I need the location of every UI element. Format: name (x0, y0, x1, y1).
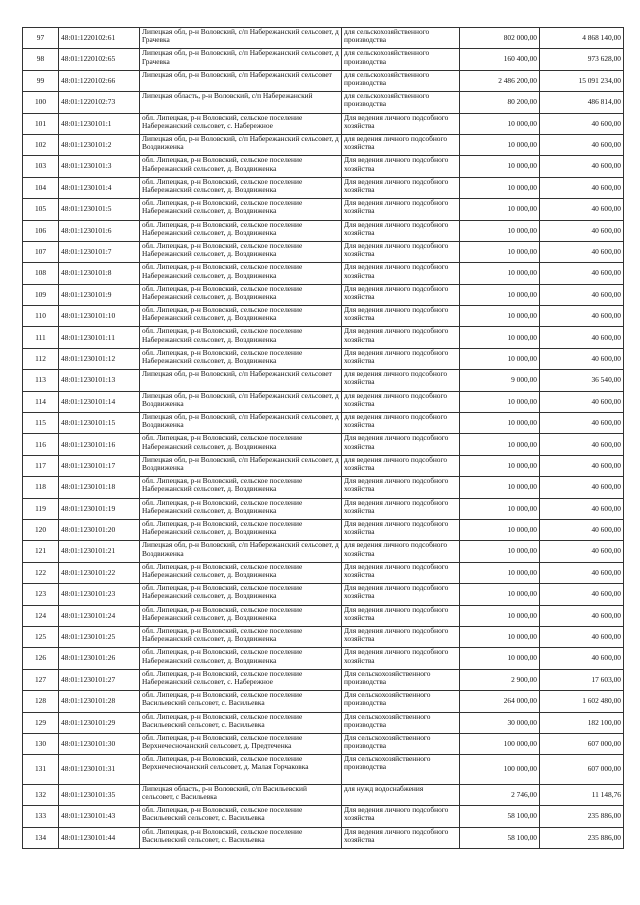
row-number-cell: 109 (23, 284, 59, 305)
permitted-use-cell: Для ведения личного подсобного хозяйства (342, 348, 460, 369)
address-cell: обл. Липецкая, р-н Воловский, сельское поселение Набережанский сельсовет, д. Воздвиженка (140, 584, 342, 605)
address-cell: Липецкая обл, р-н Воловский, с/п Набережанский сельсовет (140, 370, 342, 391)
cadastral-value-cell: 40 600,00 (540, 241, 624, 262)
cadastral-number-cell: 48:01:1230101:9 (59, 284, 140, 305)
table-row (23, 413, 624, 434)
cadastral-value-cell: 40 600,00 (540, 113, 624, 134)
area-cell: 10 000,00 (460, 519, 540, 540)
cadastral-number-cell: 48:01:1220102:61 (59, 28, 140, 49)
address-cell: обл. Липецкая, р-н Воловский, сельское поселение Васильевский сельсовет, с. Васильевка (140, 806, 342, 827)
permitted-use-cell: Для ведения личного подсобного хозяйства (342, 113, 460, 134)
row-number-cell: 134 (23, 827, 59, 848)
row-number-cell: 122 (23, 562, 59, 583)
row-number-cell: 130 (23, 733, 59, 754)
address-cell: обл. Липецкая, р-н Воловский, сельское поселение Набережанский сельсовет, д. Воздвиженка (140, 434, 342, 455)
row-number-cell: 127 (23, 669, 59, 690)
land-plots-table-page (22, 27, 623, 849)
permitted-use-cell: Для ведения личного подсобного хозяйства (342, 605, 460, 626)
area-cell: 10 000,00 (460, 413, 540, 434)
permitted-use-cell: для сельскохозяйственного производства (342, 28, 460, 49)
address-cell: обл. Липецкая, р-н Воловский, сельское поселение Набережанский сельсовет, д. Воздвиженка (140, 199, 342, 220)
area-cell: 10 000,00 (460, 498, 540, 519)
area-cell: 58 100,00 (460, 827, 540, 848)
row-number-cell: 102 (23, 134, 59, 155)
address-cell: Липецкая обл, р-н Воловский, с/п Набережанский сельсовет, д Воздвиженка (140, 455, 342, 476)
permitted-use-cell: для ведения личного подсобного хозяйства (342, 541, 460, 562)
cadastral-value-cell: 40 600,00 (540, 413, 624, 434)
cadastral-number-cell: 48:01:1220102:73 (59, 92, 140, 113)
cadastral-number-cell: 48:01:1230101:16 (59, 434, 140, 455)
area-cell: 10 000,00 (460, 113, 540, 134)
cadastral-value-cell: 40 600,00 (540, 284, 624, 305)
address-cell: обл. Липецкая, р-н Воловский, сельское поселение Верхнечесночанский сельсовет, д. Малая Горчаковка (140, 755, 342, 785)
cadastral-value-cell: 40 600,00 (540, 391, 624, 412)
table-row (23, 733, 624, 754)
area-cell: 10 000,00 (460, 156, 540, 177)
permitted-use-cell: для ведения личного подсобного хозяйства (342, 391, 460, 412)
area-cell: 160 400,00 (460, 49, 540, 70)
permitted-use-cell: Для ведения личного подсобного хозяйства (342, 477, 460, 498)
row-number-cell: 110 (23, 306, 59, 327)
table-row (23, 562, 624, 583)
row-number-cell: 98 (23, 49, 59, 70)
table-row (23, 177, 624, 198)
permitted-use-cell: для сельскохозяйственного производства (342, 92, 460, 113)
area-cell: 802 000,00 (460, 28, 540, 49)
cadastral-value-cell: 235 886,00 (540, 806, 624, 827)
row-number-cell: 118 (23, 477, 59, 498)
row-number-cell: 120 (23, 519, 59, 540)
permitted-use-cell: для ведения личного подсобного хозяйства (342, 413, 460, 434)
cadastral-number-cell: 48:01:1230101:10 (59, 306, 140, 327)
cadastral-value-cell: 235 886,00 (540, 827, 624, 848)
table-row (23, 70, 624, 91)
address-cell: обл. Липецкая, р-н Воловский, сельское поселение Набережанский сельсовет, д. Воздвиженка (140, 284, 342, 305)
table-row (23, 648, 624, 669)
row-number-cell: 128 (23, 691, 59, 712)
cadastral-value-cell: 40 600,00 (540, 562, 624, 583)
area-cell: 10 000,00 (460, 177, 540, 198)
row-number-cell: 103 (23, 156, 59, 177)
permitted-use-cell: для ведения личного подсобного хозяйства (342, 455, 460, 476)
cadastral-number-cell: 48:01:1230101:12 (59, 348, 140, 369)
area-cell: 2 486 200,00 (460, 70, 540, 91)
row-number-cell: 132 (23, 784, 59, 805)
permitted-use-cell: Для ведения личного подсобного хозяйства (342, 648, 460, 669)
cadastral-value-cell: 11 148,76 (540, 784, 624, 805)
cadastral-value-cell: 15 091 234,00 (540, 70, 624, 91)
cadastral-number-cell: 48:01:1230101:4 (59, 177, 140, 198)
address-cell: обл. Липецкая, р-н Воловский, сельское поселение Набережанский сельсовет, д. Воздвиженка (140, 177, 342, 198)
area-cell: 10 000,00 (460, 220, 540, 241)
area-cell: 10 000,00 (460, 327, 540, 348)
cadastral-number-cell: 48:01:1230101:6 (59, 220, 140, 241)
cadastral-value-cell: 40 600,00 (540, 263, 624, 284)
table-row (23, 669, 624, 690)
table-row (23, 434, 624, 455)
address-cell: Липецкая обл, р-н Воловский, с/п Набережанский сельсовет, д Воздвиженка (140, 134, 342, 155)
table-row (23, 498, 624, 519)
cadastral-number-cell: 48:01:1230101:14 (59, 391, 140, 412)
address-cell: обл. Липецкая, р-н Воловский, сельское поселение Набережанский сельсовет, с. Набережное (140, 113, 342, 134)
area-cell: 10 000,00 (460, 477, 540, 498)
address-cell: обл. Липецкая, р-н Воловский, сельское поселение Набережанский сельсовет, д. Воздвиженка (140, 477, 342, 498)
address-cell: Липецкая область, р-н Воловский, с/п Васильевский сельсовет, с Васильевка (140, 784, 342, 805)
row-number-cell: 131 (23, 755, 59, 785)
permitted-use-cell: Для ведения личного подсобного хозяйства (342, 519, 460, 540)
cadastral-number-cell: 48:01:1230101:2 (59, 134, 140, 155)
address-cell: обл. Липецкая, р-н Воловский, сельское поселение Набережанский сельсовет, д. Воздвиженка (140, 562, 342, 583)
address-cell: обл. Липецкая, р-н Воловский, сельское поселение Верхнечесночанский сельсовет, д. Предтеченка (140, 733, 342, 754)
cadastral-value-cell: 40 600,00 (540, 220, 624, 241)
area-cell: 10 000,00 (460, 626, 540, 647)
table-row (23, 605, 624, 626)
address-cell: обл. Липецкая, р-н Воловский, сельское поселение Набережанский сельсовет, д. Воздвиженка (140, 498, 342, 519)
cadastral-number-cell: 48:01:1230101:19 (59, 498, 140, 519)
row-number-cell: 124 (23, 605, 59, 626)
row-number-cell: 125 (23, 626, 59, 647)
area-cell: 10 000,00 (460, 348, 540, 369)
cadastral-value-cell: 40 600,00 (540, 156, 624, 177)
permitted-use-cell: Для ведения личного подсобного хозяйства (342, 626, 460, 647)
address-cell: Липецкая обл, р-н Воловский, с/п Набережанский сельсовет (140, 70, 342, 91)
cadastral-number-cell: 48:01:1230101:26 (59, 648, 140, 669)
address-cell: обл. Липецкая, р-н Воловский, сельское поселение Набережанский сельсовет, д. Воздвиженка (140, 241, 342, 262)
address-cell: обл. Липецкая, р-н Воловский, сельское поселение Набережанский сельсовет, д. Воздвиженка (140, 263, 342, 284)
permitted-use-cell: Для сельскохозяйственного производства (342, 669, 460, 690)
row-number-cell: 129 (23, 712, 59, 733)
area-cell: 2 900,00 (460, 669, 540, 690)
permitted-use-cell: для ведения личного подсобного хозяйства (342, 134, 460, 155)
row-number-cell: 121 (23, 541, 59, 562)
area-cell: 2 746,00 (460, 784, 540, 805)
cadastral-value-cell: 182 100,00 (540, 712, 624, 733)
permitted-use-cell: Для ведения личного подсобного хозяйства (342, 241, 460, 262)
cadastral-value-cell: 36 540,00 (540, 370, 624, 391)
address-cell: обл. Липецкая, р-н Воловский, сельское поселение Набережанский сельсовет, д. Воздвиженка (140, 626, 342, 647)
cadastral-value-cell: 40 600,00 (540, 648, 624, 669)
cadastral-number-cell: 48:01:1230101:24 (59, 605, 140, 626)
address-cell: обл. Липецкая, р-н Воловский, сельское поселение Набережанский сельсовет, д. Воздвиженка (140, 605, 342, 626)
cadastral-number-cell: 48:01:1230101:25 (59, 626, 140, 647)
area-cell: 9 000,00 (460, 370, 540, 391)
address-cell: обл. Липецкая, р-н Воловский, сельское поселение Набережанский сельсовет, д. Воздвиженка (140, 327, 342, 348)
row-number-cell: 104 (23, 177, 59, 198)
cadastral-value-cell: 40 600,00 (540, 498, 624, 519)
cadastral-number-cell: 48:01:1230101:30 (59, 733, 140, 754)
cadastral-number-cell: 48:01:1230101:15 (59, 413, 140, 434)
address-cell: обл. Липецкая, р-н Воловский, сельское поселение Набережанский сельсовет, д. Воздвиженка (140, 648, 342, 669)
permitted-use-cell: Для ведения личного подсобного хозяйства (342, 199, 460, 220)
cadastral-value-cell: 40 600,00 (540, 605, 624, 626)
row-number-cell: 105 (23, 199, 59, 220)
cadastral-number-cell: 48:01:1230101:44 (59, 827, 140, 848)
row-number-cell: 101 (23, 113, 59, 134)
permitted-use-cell: для сельскохозяйственного производства (342, 70, 460, 91)
area-cell: 10 000,00 (460, 263, 540, 284)
table-row (23, 156, 624, 177)
cadastral-number-cell: 48:01:1230101:23 (59, 584, 140, 605)
cadastral-value-cell: 40 600,00 (540, 199, 624, 220)
permitted-use-cell: Для ведения личного подсобного хозяйства (342, 498, 460, 519)
cadastral-number-cell: 48:01:1230101:18 (59, 477, 140, 498)
cadastral-value-cell: 40 600,00 (540, 306, 624, 327)
permitted-use-cell: Для ведения личного подсобного хозяйства (342, 306, 460, 327)
cadastral-number-cell: 48:01:1230101:3 (59, 156, 140, 177)
permitted-use-cell: Для ведения личного подсобного хозяйства (342, 584, 460, 605)
cadastral-value-cell: 40 600,00 (540, 477, 624, 498)
cadastral-value-cell: 40 600,00 (540, 455, 624, 476)
table-row (23, 519, 624, 540)
cadastral-number-cell: 48:01:1230101:21 (59, 541, 140, 562)
cadastral-value-cell: 40 600,00 (540, 541, 624, 562)
area-cell: 10 000,00 (460, 391, 540, 412)
area-cell: 10 000,00 (460, 562, 540, 583)
area-cell: 10 000,00 (460, 455, 540, 476)
cadastral-number-cell: 48:01:1220102:65 (59, 49, 140, 70)
cadastral-number-cell: 48:01:1230101:11 (59, 327, 140, 348)
cadastral-value-cell: 486 814,00 (540, 92, 624, 113)
permitted-use-cell: Для сельскохозяйственного производства (342, 691, 460, 712)
cadastral-value-cell: 40 600,00 (540, 434, 624, 455)
table-row (23, 455, 624, 476)
address-cell: обл. Липецкая, р-н Воловский, сельское поселение Набережанский сельсовет, д. Воздвиженка (140, 156, 342, 177)
table-row (23, 199, 624, 220)
table-row (23, 806, 624, 827)
table-row (23, 691, 624, 712)
row-number-cell: 114 (23, 391, 59, 412)
permitted-use-cell: для нужд водоснабжения (342, 784, 460, 805)
area-cell: 58 100,00 (460, 806, 540, 827)
address-cell: обл. Липецкая, р-н Воловский, сельское поселение Набережанский сельсовет, д. Воздвиженка (140, 306, 342, 327)
table-row (23, 113, 624, 134)
cadastral-number-cell: 48:01:1230101:20 (59, 519, 140, 540)
table-row (23, 391, 624, 412)
address-cell: Липецкая обл, р-н Воловский, с/п Набережанский сельсовет, д Грачевка (140, 28, 342, 49)
cadastral-value-cell: 1 602 480,00 (540, 691, 624, 712)
address-cell: обл. Липецкая, р-н Воловский, сельское поселение Васильевский сельсовет, с. Васильевка (140, 712, 342, 733)
table-row (23, 263, 624, 284)
address-cell: обл. Липецкая, р-н Воловский, сельское поселение Набережанский сельсовет, д. Воздвиженка (140, 220, 342, 241)
cadastral-number-cell: 48:01:1230101:17 (59, 455, 140, 476)
cadastral-number-cell: 48:01:1230101:8 (59, 263, 140, 284)
row-number-cell: 133 (23, 806, 59, 827)
cadastral-value-cell: 607 000,00 (540, 755, 624, 785)
cadastral-number-cell: 48:01:1230101:27 (59, 669, 140, 690)
address-cell: обл. Липецкая, р-н Воловский, сельское поселение Набережанский сельсовет, д. Воздвиженка (140, 519, 342, 540)
address-cell: Липецкая обл, р-н Воловский, с/п Набережанский сельсовет, д Воздвиженка (140, 391, 342, 412)
permitted-use-cell: Для ведения личного подсобного хозяйства (342, 220, 460, 241)
table-row (23, 284, 624, 305)
row-number-cell: 97 (23, 28, 59, 49)
cadastral-number-cell: 48:01:1230101:43 (59, 806, 140, 827)
area-cell: 30 000,00 (460, 712, 540, 733)
area-cell: 10 000,00 (460, 541, 540, 562)
area-cell: 10 000,00 (460, 648, 540, 669)
cadastral-number-cell: 48:01:1230101:22 (59, 562, 140, 583)
area-cell: 10 000,00 (460, 241, 540, 262)
area-cell: 80 200,00 (460, 92, 540, 113)
area-cell: 10 000,00 (460, 584, 540, 605)
cadastral-value-cell: 40 600,00 (540, 584, 624, 605)
permitted-use-cell: для ведения личного подсобного хозяйства (342, 370, 460, 391)
area-cell: 100 000,00 (460, 733, 540, 754)
cadastral-number-cell: 48:01:1230101:7 (59, 241, 140, 262)
cadastral-number-cell: 48:01:1230101:1 (59, 113, 140, 134)
row-number-cell: 116 (23, 434, 59, 455)
table-row (23, 134, 624, 155)
permitted-use-cell: Для ведения личного подсобного хозяйства (342, 827, 460, 848)
cadastral-value-cell: 40 600,00 (540, 177, 624, 198)
cadastral-value-cell: 973 628,00 (540, 49, 624, 70)
cadastral-value-cell: 17 603,00 (540, 669, 624, 690)
table-row (23, 477, 624, 498)
row-number-cell: 113 (23, 370, 59, 391)
table-row (23, 370, 624, 391)
permitted-use-cell: Для ведения личного подсобного хозяйства (342, 434, 460, 455)
permitted-use-cell: Для сельскохозяйственного производства (342, 755, 460, 785)
table-row (23, 92, 624, 113)
row-number-cell: 126 (23, 648, 59, 669)
cadastral-value-cell: 607 000,00 (540, 733, 624, 754)
row-number-cell: 108 (23, 263, 59, 284)
table-row (23, 541, 624, 562)
table-body (23, 28, 624, 849)
row-number-cell: 111 (23, 327, 59, 348)
address-cell: обл. Липецкая, р-н Воловский, сельское поселение Васильевский сельсовет, с. Васильевка (140, 827, 342, 848)
address-cell: Липецкая обл, р-н Воловский, с/п Набережанский сельсовет, д Воздвиженка (140, 541, 342, 562)
table-row (23, 784, 624, 805)
row-number-cell: 117 (23, 455, 59, 476)
address-cell: Липецкая обл, р-н Воловский, с/п Набережанский сельсовет, д Грачевка (140, 49, 342, 70)
row-number-cell: 106 (23, 220, 59, 241)
address-cell: обл. Липецкая, р-н Воловский, сельское поселение Набережанский сельсовет, с. Набережное (140, 669, 342, 690)
land-plots-table (22, 27, 624, 849)
area-cell: 10 000,00 (460, 306, 540, 327)
cadastral-value-cell: 40 600,00 (540, 626, 624, 647)
permitted-use-cell: Для ведения личного подсобного хозяйства (342, 177, 460, 198)
row-number-cell: 119 (23, 498, 59, 519)
address-cell: обл. Липецкая, р-н Воловский, сельское поселение Васильевский сельсовет, с. Васильевка (140, 691, 342, 712)
table-row (23, 348, 624, 369)
row-number-cell: 107 (23, 241, 59, 262)
cadastral-value-cell: 40 600,00 (540, 327, 624, 348)
cadastral-number-cell: 48:01:1230101:28 (59, 691, 140, 712)
table-row (23, 49, 624, 70)
table-row (23, 584, 624, 605)
cadastral-number-cell: 48:01:1230101:13 (59, 370, 140, 391)
area-cell: 264 000,00 (460, 691, 540, 712)
permitted-use-cell: Для сельскохозяйственного производства (342, 733, 460, 754)
address-cell: Липецкая обл, р-н Воловский, с/п Набережанский сельсовет, д Воздвиженка (140, 413, 342, 434)
permitted-use-cell: Для ведения личного подсобного хозяйства (342, 562, 460, 583)
table-row (23, 327, 624, 348)
area-cell: 10 000,00 (460, 434, 540, 455)
table-row (23, 220, 624, 241)
cadastral-value-cell: 40 600,00 (540, 519, 624, 540)
cadastral-number-cell: 48:01:1230101:5 (59, 199, 140, 220)
row-number-cell: 115 (23, 413, 59, 434)
cadastral-number-cell: 48:01:1230101:35 (59, 784, 140, 805)
table-row (23, 28, 624, 49)
table-row (23, 755, 624, 785)
area-cell: 10 000,00 (460, 284, 540, 305)
row-number-cell: 100 (23, 92, 59, 113)
address-cell: Липецкая область, р-н Воловский, с/п Набережанский (140, 92, 342, 113)
table-row (23, 241, 624, 262)
cadastral-number-cell: 48:01:1220102:66 (59, 70, 140, 91)
table-row (23, 712, 624, 733)
cadastral-value-cell: 40 600,00 (540, 134, 624, 155)
address-cell: обл. Липецкая, р-н Воловский, сельское поселение Набережанский сельсовет, д. Воздвиженка (140, 348, 342, 369)
permitted-use-cell: Для ведения личного подсобного хозяйства (342, 156, 460, 177)
table-row (23, 827, 624, 848)
row-number-cell: 123 (23, 584, 59, 605)
cadastral-number-cell: 48:01:1230101:29 (59, 712, 140, 733)
area-cell: 10 000,00 (460, 199, 540, 220)
row-number-cell: 112 (23, 348, 59, 369)
permitted-use-cell: Для ведения личного подсобного хозяйства (342, 327, 460, 348)
permitted-use-cell: Для сельскохозяйственного производства (342, 712, 460, 733)
permitted-use-cell: Для ведения личного подсобного хозяйства (342, 284, 460, 305)
permitted-use-cell: Для ведения личного подсобного хозяйства (342, 263, 460, 284)
area-cell: 100 000,00 (460, 755, 540, 785)
cadastral-value-cell: 40 600,00 (540, 348, 624, 369)
cadastral-value-cell: 4 868 140,00 (540, 28, 624, 49)
table-row (23, 626, 624, 647)
permitted-use-cell: для сельскохозяйственного производства (342, 49, 460, 70)
area-cell: 10 000,00 (460, 134, 540, 155)
table-row (23, 306, 624, 327)
permitted-use-cell: Для ведения личного подсобного хозяйства (342, 806, 460, 827)
row-number-cell: 99 (23, 70, 59, 91)
area-cell: 10 000,00 (460, 605, 540, 626)
cadastral-number-cell: 48:01:1230101:31 (59, 755, 140, 785)
